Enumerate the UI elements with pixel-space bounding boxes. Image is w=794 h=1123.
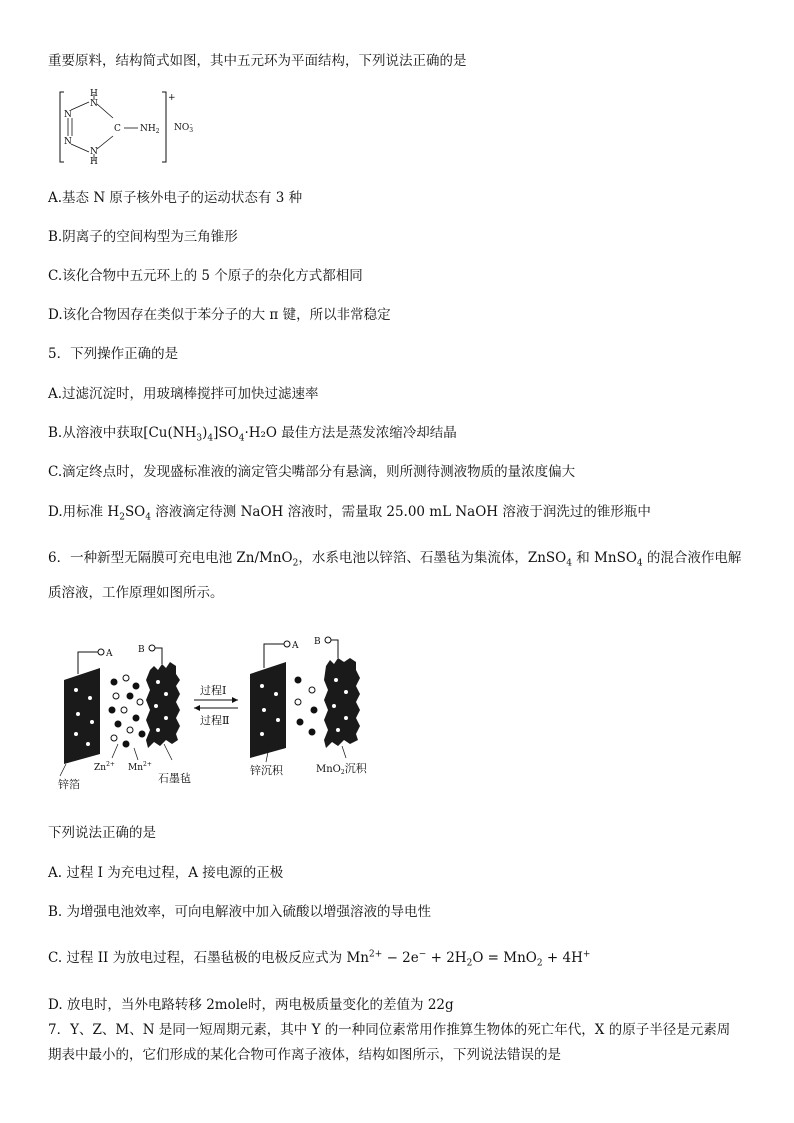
q5-option-a: A.过滤沉淀时，用玻璃棒搅拌可加快过滤速率 <box>48 386 319 402</box>
q6-option-b: B. 为增强电池效率，可向电解液中加入硫酸以增强溶液的导电性 <box>48 904 432 920</box>
q6-option-a: A. 过程 I 为充电过程，A 接电源的正极 <box>48 865 284 881</box>
zinc-foil-electrode <box>64 668 100 764</box>
q4-option-c: C.该化合物中五元环上的 5 个原子的杂化方式都相同 <box>48 268 363 284</box>
label-mn-ion: $Mn^{2+}$ <box>128 761 152 773</box>
mno2-deposit-electrode <box>324 658 360 748</box>
label-mno2-deposit: MnO$_2$沉积 <box>316 762 367 776</box>
terminal-b-right <box>325 637 331 643</box>
zinc-deposit-electrode <box>250 662 286 758</box>
intro-text: 重要原料，结构简式如图，其中五元环为平面结构，下列说法正确的是 <box>48 53 467 69</box>
q6-stem-line2: 质溶液，工作原理如图所示。 <box>48 585 224 601</box>
structure-figure <box>58 88 218 168</box>
q5-option-d: D.用标准 $H_2SO_4$ 溶液滴定待测 NaOH 溶液时，需量取 25.00 mL NaOH 溶液于润洗过的锥形瓶中 <box>48 504 651 523</box>
right-state <box>250 637 368 777</box>
q5-option-c: C.滴定终点时，发现盛标准液的滴定管尖嘴部分有悬滴，则所测待测液物质的量浓度偏大 <box>48 464 576 480</box>
q6-option-c: C. 过程 II 为放电过程，石墨毡极的电极反应式为 $Mn^{2+} - 2e^- + 2H_2O = MnO_2 + 4H^+$ <box>48 949 591 969</box>
q4-option-a: A.基态 N 原子核外电子的运动状态有 3 种 <box>48 190 303 206</box>
label-graphite-felt: 石墨毡 <box>158 772 191 785</box>
terminal-b-left <box>149 645 155 651</box>
battery-diagram <box>54 630 394 790</box>
left-bracket <box>60 92 64 162</box>
graphite-felt-electrode <box>146 662 180 748</box>
terminal-a-left <box>98 649 104 655</box>
atom-nh2: $NH_2$ <box>140 124 160 135</box>
q6-question: 下列说法正确的是 <box>48 825 156 841</box>
label-zinc-foil: 锌箔 <box>58 778 80 790</box>
q5-option-b: B.从溶液中获取$[Cu(NH_3)_4]SO_4\cdot H_2O$ 最佳方法是蒸发浓缩冷却结晶 <box>48 425 457 444</box>
label-b-left: B <box>138 645 145 655</box>
right-bracket <box>162 92 166 162</box>
process-arrows <box>194 683 238 727</box>
q4-option-d: D.该化合物因存在类似于苯分子的大 π 键，所以非常稳定 <box>48 307 391 323</box>
label-zinc-deposit: 锌沉积 <box>250 764 283 777</box>
atom-h-top: H <box>90 89 98 99</box>
label-zn-ion: $Zn^{2+}$ <box>94 761 115 773</box>
q6-stem-line1: 6．一种新型无隔膜可充电电池 Zn/MnO$_2$，水系电池以锌箔、石墨毡为集流体，ZnSO$_4$ 和 MnSO$_4$ 的混合液作电解 <box>48 550 742 569</box>
left-state <box>58 645 191 790</box>
anion-nitrate: $NO_3-$ <box>174 121 194 134</box>
q4-option-b: B.阴离子的空间构型为三角锥形 <box>48 229 238 245</box>
label-a-right: A <box>292 641 299 651</box>
q7-stem-line1: 7．Y、Z、M、N 是同一短周期元素，其中 Y 的一种同位素常用作推算生物体的死亡年代，X 的原子半径是元素周 <box>48 1022 731 1038</box>
atom-n-left-top: N <box>64 110 72 120</box>
label-a-left: A <box>106 649 113 659</box>
terminal-a-right <box>284 641 290 647</box>
cation-charge: + <box>168 93 176 103</box>
atom-n-left-bottom: N <box>64 137 72 147</box>
label-process-2: 过程Ⅱ <box>200 714 230 727</box>
label-b-right: B <box>314 637 321 647</box>
atom-c: C <box>114 124 121 134</box>
label-process-1: 过程Ⅰ <box>200 684 227 697</box>
atom-n-top: N <box>90 99 98 109</box>
q6-option-d: D. 放电时，当外电路转移 2mole时，两电极质量变化的差值为 22g <box>48 997 454 1013</box>
atom-n-bottom: N <box>90 147 98 157</box>
atom-h-bottom: H <box>90 157 98 167</box>
q7-stem-line2: 期表中最小的，它们形成的某化合物可作离子液体，结构如图所示，下列说法错误的是 <box>48 1047 561 1063</box>
q5-stem: 5．下列操作正确的是 <box>48 346 179 362</box>
